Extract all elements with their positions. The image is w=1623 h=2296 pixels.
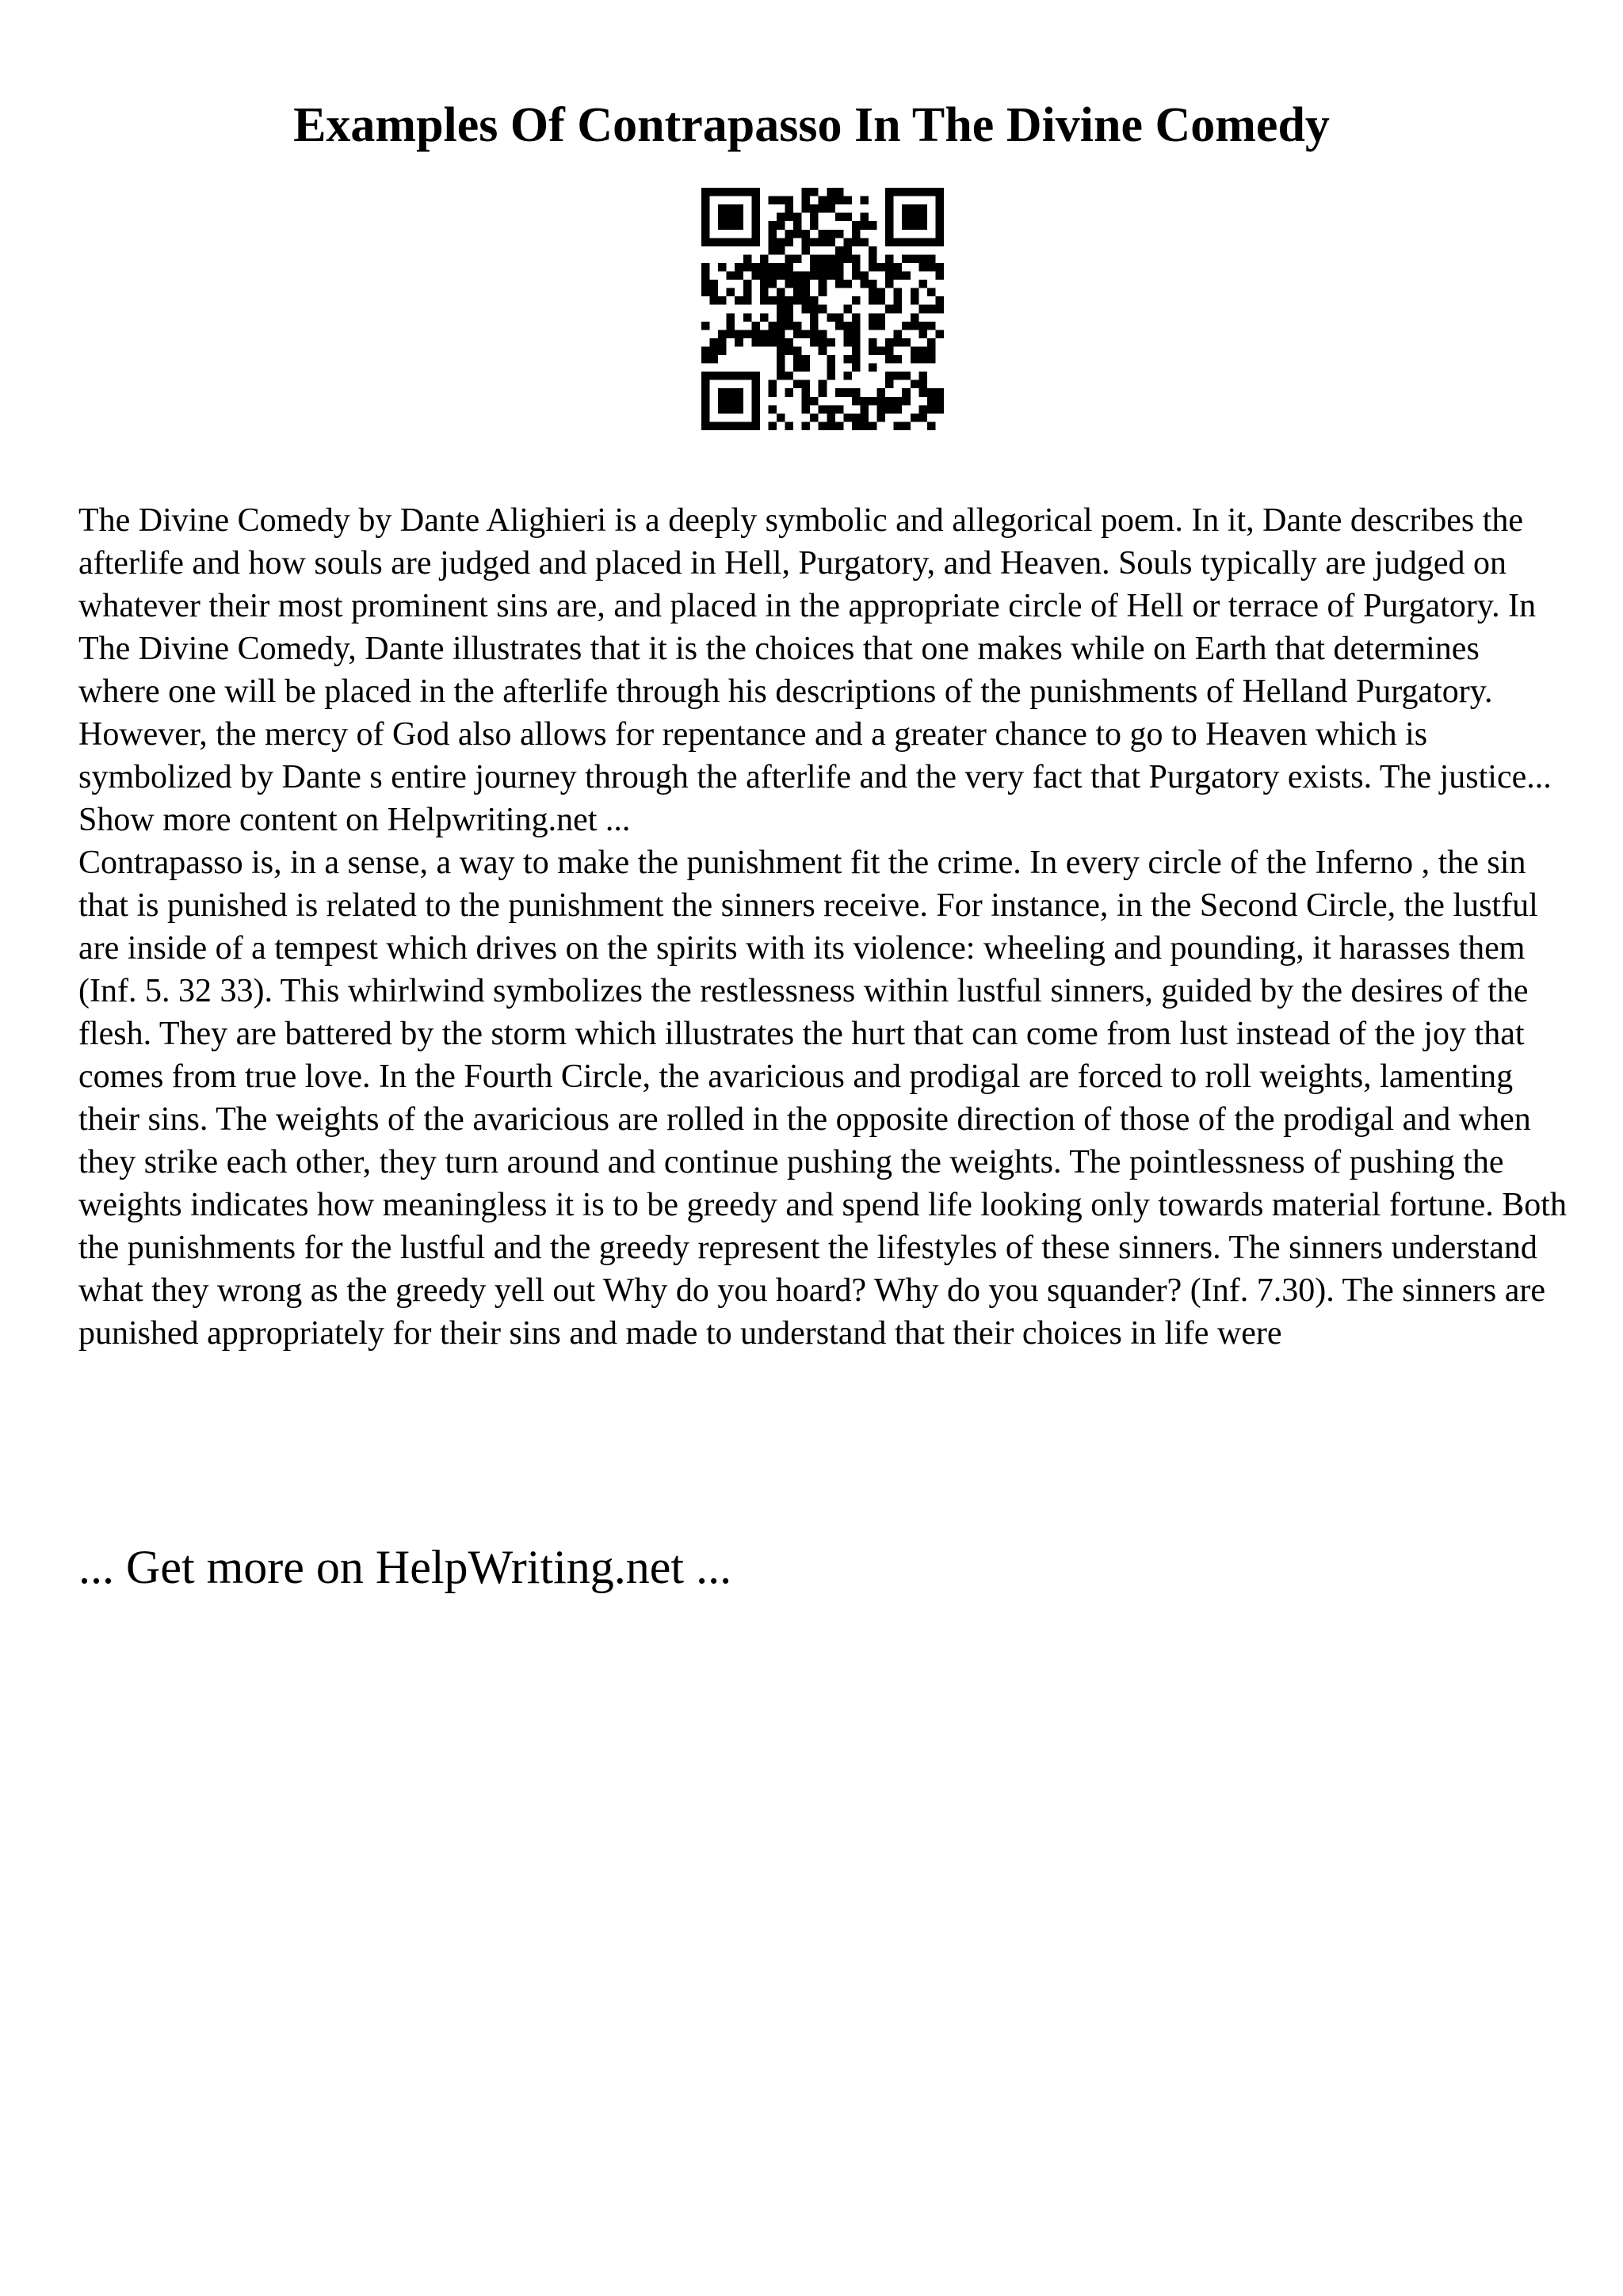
qr-code xyxy=(701,188,944,430)
get-more-link[interactable]: ... Get more on HelpWriting.net ... xyxy=(78,1541,732,1593)
document-title: Examples Of Contrapasso In The Divine Comedy xyxy=(293,98,1330,152)
qr-code-icon xyxy=(701,188,944,430)
document-body xyxy=(78,499,1568,1355)
body-paragraph: The Divine Comedy by Dante Alighieri is a deeply symbolic and allegorical poem. In it, Dante describes the afterlife and how souls are judged and placed in Hell, Purgatory, and Heaven. Souls typically are judged on whatever their most prominent sins are, and placed in the appropriate circle of Hell or terrace of Purgatory. In The Divine Comedy, Dante illustrates that it is the choices that one makes while on Earth that determines where one will be placed in the afterlife through his descriptions of the punishments of Helland Purgatory. However, the mercy of God also allows for repentance and a greater chance to go to Heaven which is symbolized by Dante s entire journey through the afterlife and the very fact that Purgatory exists. The justice... Show more content on Helpwriting.net ... xyxy=(78,502,1552,838)
body-paragraph: Contrapasso is, in a sense, a way to make the punishment fit the crime. In every circle of the Inferno , the sin that is punished is related to the punishment the sinners receive. For instance, in the Second Circle, the lustful are inside of a tempest which drives on the spirits with its violence: wheeling and pounding, it harasses them (Inf. 5. 32 33). This whirlwind symbolizes the restlessness within lustful sinners, guided by the desires of the flesh. They are battered by the storm which illustrates the hurt that can come from lust instead of the joy that comes from true love. In the Fourth Circle, the avaricious and prodigal are forced to roll weights, lamenting their sins. The weights of the avaricious are rolled in the opposite direction of those of the prodigal and when they strike each other, they turn around and continue pushing the weights. The pointlessness of pushing the weights indicates how meaningless it is to be greedy and spend life looking only towards material fortune. Both the punishments for the lustful and the greedy represent the lifestyles of these sinners. The sinners understand what they wrong as the greedy yell out Why do you hoard? Why do you squander? (Inf. 7.30). The sinners are punished appropriately for their sins and made to understand that their choices in life were xyxy=(78,845,1567,1352)
